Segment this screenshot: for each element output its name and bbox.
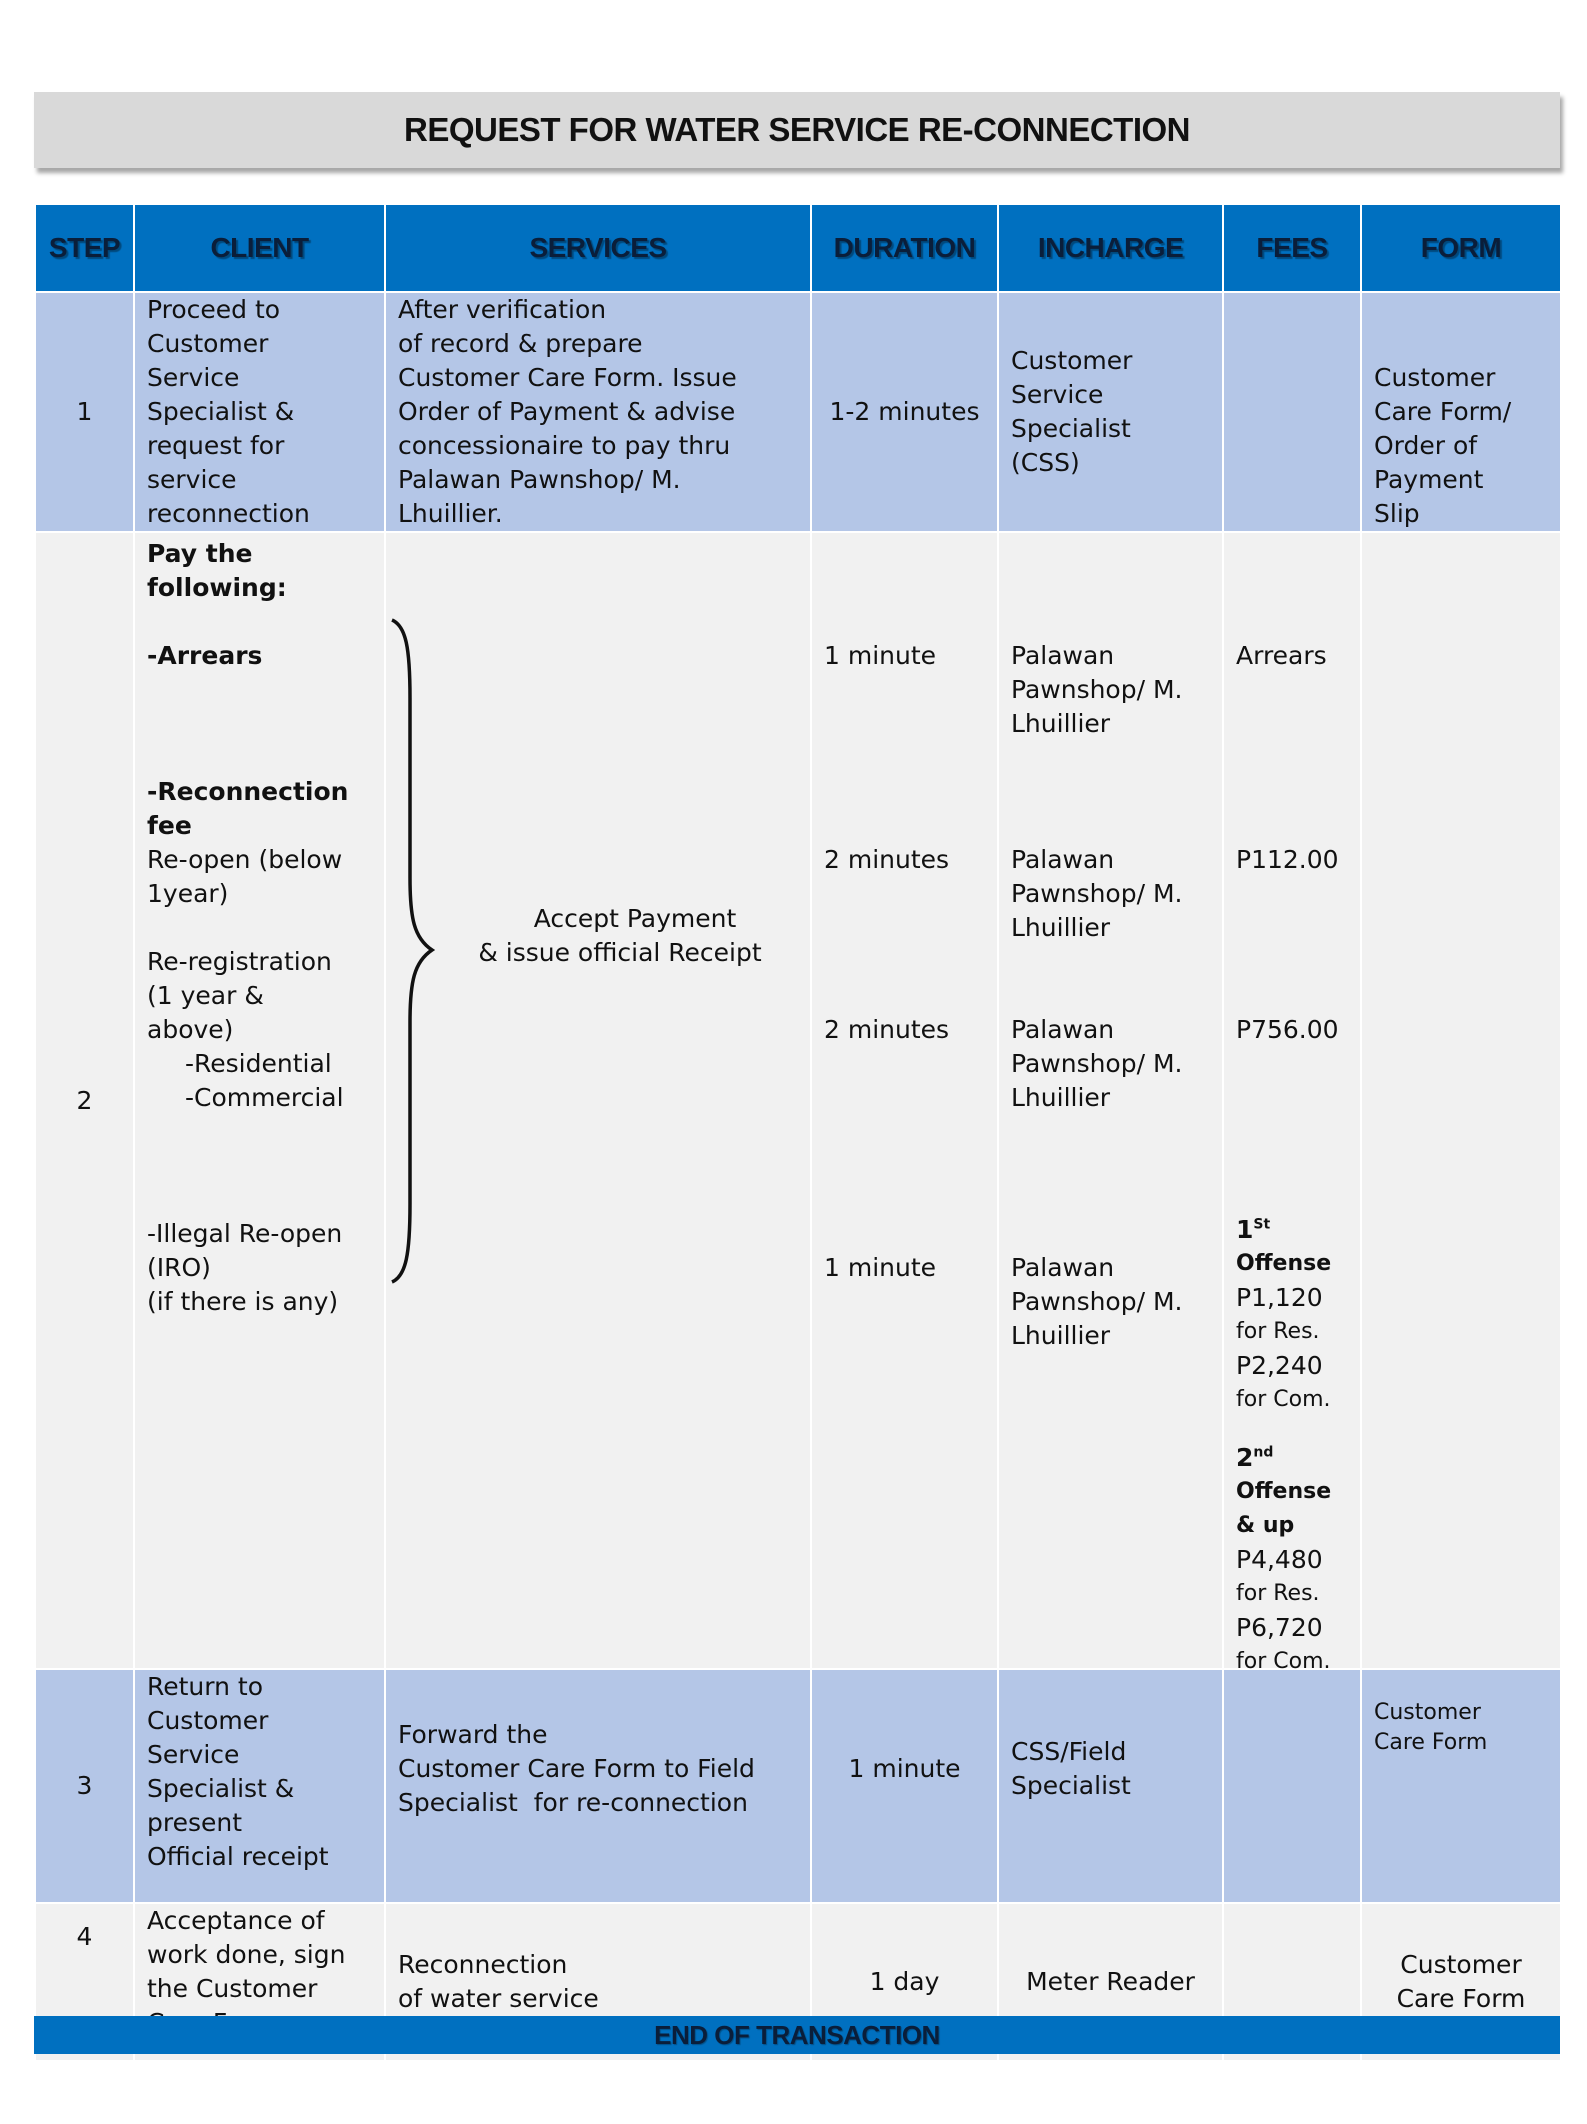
commercial-label: -Commercial xyxy=(185,1083,344,1112)
table-row xyxy=(35,1669,1561,1903)
client-cell xyxy=(134,532,385,1669)
step-cell: 1 xyxy=(35,292,134,532)
client-line: request for xyxy=(147,431,285,460)
incharge-line: Pawnshop/ M. xyxy=(1011,1049,1183,1078)
form-line: Customer xyxy=(1374,1700,1481,1725)
incharge-line: Pawnshop/ M. xyxy=(1011,675,1183,704)
incharge-line: Palawan xyxy=(1011,845,1115,874)
services-line: concessionaire to pay thru xyxy=(398,431,731,460)
fee-line: P6,720 xyxy=(1236,1613,1323,1642)
fee-line: for Res. xyxy=(1236,1319,1320,1344)
services-line: Customer Care Form to Field xyxy=(398,1754,755,1783)
table-row xyxy=(35,532,1561,1669)
incharge-line: Lhuillier xyxy=(1011,1083,1111,1112)
form-line: Customer xyxy=(1374,363,1496,392)
curly-brace-icon xyxy=(390,618,440,1284)
fee-iro-first-offense xyxy=(1236,1213,1352,1417)
incharge-cell xyxy=(998,532,1223,1669)
client-line: Customer xyxy=(147,329,269,358)
services-line: Customer Care Form. Issue xyxy=(398,363,737,392)
iro-label: -Illegal Re-open xyxy=(147,1219,343,1248)
services-line: Order of Payment & advise xyxy=(398,397,736,426)
client-line: Customer xyxy=(147,1706,269,1735)
duration-cell xyxy=(811,532,998,1669)
services-line: Lhuillier. xyxy=(398,499,503,528)
services-accept-payment xyxy=(440,902,800,970)
form-cell xyxy=(1361,292,1561,532)
client-line: present xyxy=(147,1808,243,1837)
fee-line: for Com. xyxy=(1236,1387,1331,1412)
services-line: Reconnection xyxy=(398,1950,568,1979)
client-cell xyxy=(134,292,385,532)
offense-label: Offense xyxy=(1236,1479,1332,1504)
duration-reregistration: 2 minutes xyxy=(824,1015,950,1044)
residential-label: -Residential xyxy=(185,1049,332,1078)
header-step: STEP xyxy=(35,204,134,292)
services-line: Accept Payment xyxy=(533,904,737,933)
client-line: Official receipt xyxy=(147,1842,329,1871)
incharge-line: Pawnshop/ M. xyxy=(1011,1287,1183,1316)
step-cell: 2 xyxy=(35,532,134,1669)
reregistration-label: (1 year & xyxy=(147,981,264,1010)
form-line: Customer xyxy=(1400,1950,1522,1979)
services-line: of record & prepare xyxy=(398,329,643,358)
form-cell xyxy=(1361,1669,1561,1903)
reconnection-fee-label: fee xyxy=(147,811,192,840)
form-line: Care Form xyxy=(1396,1984,1526,2013)
header-incharge: INCHARGE xyxy=(998,204,1223,292)
reopen-label: 1year) xyxy=(147,879,229,908)
header-duration: DURATION xyxy=(811,204,998,292)
services-line: Forward the xyxy=(398,1720,548,1749)
services-line: of water service xyxy=(398,1984,599,2013)
client-line: work done, sign xyxy=(147,1940,346,1969)
client-line: Service xyxy=(147,1740,240,1769)
end-of-transaction-bar xyxy=(34,2016,1560,2054)
services-cell xyxy=(385,532,811,1669)
reconnection-fee-label: -Reconnection xyxy=(147,777,349,806)
fee-arrears: Arrears xyxy=(1236,641,1327,670)
incharge-line: Palawan xyxy=(1011,641,1115,670)
fees-cell xyxy=(1223,1669,1361,1903)
fee-reregistration: P756.00 xyxy=(1236,1015,1339,1044)
client-line: Acceptance of xyxy=(147,1906,325,1935)
page-title-bar xyxy=(34,92,1560,168)
fee-iro-second-offense xyxy=(1236,1441,1352,1679)
incharge-cell: Meter Reader xyxy=(998,1903,1223,2061)
pay-heading: following: xyxy=(147,573,287,602)
client-line: service xyxy=(147,465,237,494)
client-line: the Customer xyxy=(147,1974,318,2003)
client-line: Return to xyxy=(147,1672,264,1701)
incharge-line: Specialist xyxy=(1011,414,1131,443)
procedure-table xyxy=(34,203,1562,2062)
incharge-line: Lhuillier xyxy=(1011,1321,1111,1350)
ordinal-suffix: nd xyxy=(1253,1444,1274,1461)
header-form: FORM xyxy=(1361,204,1561,292)
page-title: REQUEST FOR WATER SERVICE RE-CONNECTION xyxy=(403,111,1190,148)
incharge-cell xyxy=(998,292,1223,532)
duration-cell: 1 day xyxy=(811,1903,998,2061)
incharge-line: Lhuillier xyxy=(1011,709,1111,738)
form-line: Care Form xyxy=(1374,1730,1488,1755)
services-line: Palawan Pawnshop/ M. xyxy=(398,465,681,494)
iro-label: (IRO) xyxy=(147,1253,211,1282)
step-cell: 3 xyxy=(35,1669,134,1903)
fee-line: for Com. xyxy=(1236,1649,1331,1674)
duration-iro: 1 minute xyxy=(824,1253,937,1282)
services-line: Specialist for re-connection xyxy=(398,1788,748,1817)
table-header-row xyxy=(35,204,1561,292)
client-cell xyxy=(134,1669,385,1903)
incharge-line: Lhuillier xyxy=(1011,913,1111,942)
fee-line: for Res. xyxy=(1236,1581,1320,1606)
form-line: Slip xyxy=(1374,499,1420,528)
header-services: SERVICES xyxy=(385,204,811,292)
ordinal: 1 xyxy=(1236,1215,1254,1244)
incharge-cell xyxy=(998,1669,1223,1903)
form-line: Payment xyxy=(1374,465,1484,494)
table-row xyxy=(35,292,1561,532)
pay-heading: Pay the xyxy=(147,539,253,568)
incharge-line: CSS/Field xyxy=(1011,1737,1127,1766)
fee-line: P2,240 xyxy=(1236,1351,1323,1380)
fees-cell xyxy=(1223,532,1361,1674)
ordinal-suffix: St xyxy=(1253,1216,1271,1233)
reregistration-label: above) xyxy=(147,1015,234,1044)
duration-cell xyxy=(811,1669,998,1903)
incharge-line: Palawan xyxy=(1011,1253,1115,1282)
form-line: Care Form/ xyxy=(1374,397,1512,426)
incharge-line: Pawnshop/ M. xyxy=(1011,879,1183,908)
fee-line: P1,120 xyxy=(1236,1283,1323,1312)
incharge-line: Service xyxy=(1011,380,1104,409)
fee-line: P4,480 xyxy=(1236,1545,1323,1574)
duration-cell: 1-2 minutes xyxy=(811,292,998,532)
form-cell xyxy=(1361,532,1561,1669)
client-line: reconnection xyxy=(147,499,310,528)
arrears-label: -Arrears xyxy=(147,641,263,670)
reopen-label: Re-open (below xyxy=(147,845,343,874)
header-client: CLIENT xyxy=(134,204,385,292)
client-line: Specialist & xyxy=(147,397,295,426)
ordinal: 2 xyxy=(1236,1443,1254,1472)
duration-value: 1 minute xyxy=(848,1754,961,1783)
services-line: & issue official Receipt xyxy=(478,938,762,967)
incharge-line: (CSS) xyxy=(1011,448,1080,477)
incharge-line: Customer xyxy=(1011,346,1133,375)
client-line: Service xyxy=(147,363,240,392)
iro-label: (if there is any) xyxy=(147,1287,339,1316)
services-cell xyxy=(385,1669,811,1903)
incharge-line: Specialist xyxy=(1011,1771,1131,1800)
duration-reopen: 2 minutes xyxy=(824,845,950,874)
fees-cell xyxy=(1223,292,1361,532)
offense-label: & up xyxy=(1236,1513,1295,1538)
form-line: Order of xyxy=(1374,431,1478,460)
duration-arrears: 1 minute xyxy=(824,641,937,670)
client-line: Specialist & xyxy=(147,1774,295,1803)
reregistration-label: Re-registration xyxy=(147,947,332,976)
services-line: After verification xyxy=(398,295,607,324)
services-cell xyxy=(385,292,811,532)
offense-label: Offense xyxy=(1236,1251,1332,1276)
incharge-line: Palawan xyxy=(1011,1015,1115,1044)
client-line: Proceed to xyxy=(147,295,281,324)
fee-reopen: P112.00 xyxy=(1236,845,1339,874)
step-cell: 4 xyxy=(35,1903,134,2061)
end-of-transaction-label: END OF TRANSACTION xyxy=(654,2019,940,2050)
header-fees: FEES xyxy=(1223,204,1361,292)
